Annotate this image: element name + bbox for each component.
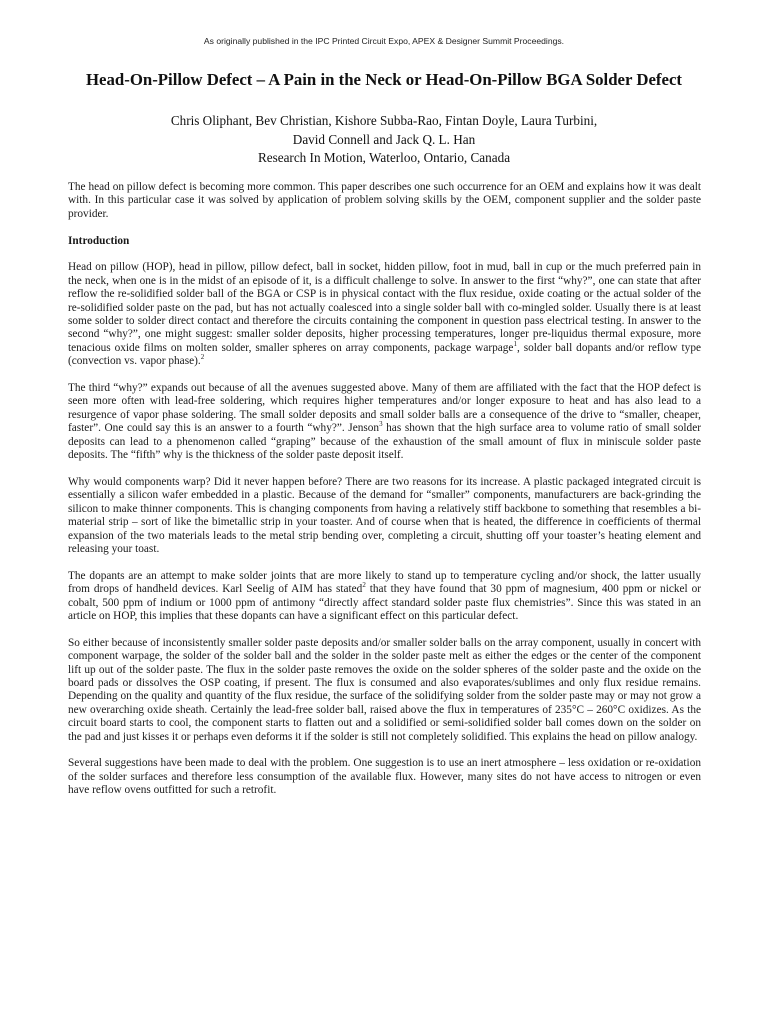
publication-note: As originally published in the IPC Printed Circuit Expo, APEX & Designer Summit Proceedings. — [203, 36, 565, 46]
footnote-ref: 2 — [200, 353, 205, 362]
intro-p1-text-b: , solder ball dopants and/or reflow type (convection vs. vapor phase). — [68, 341, 701, 368]
intro-p1-text-a: Head on pillow (HOP), head in pillow, pillow defect, ball in socket, hidden pillow, foot in mud, ball in cup or the much preferred pain in the neck, when one is in the midst of an episode of it, is a difficult challenge to solve. In answer to the first “why?”, one can state that after reflow the re-solidified solder ball of the BGA or CSP is in physical contact with the flux residue, oxide coating or the actual solder of the re-solidified solder paste on the pad, but has not actually coalesced into a single solder ball with co-mingled solder. Usually there is at least some solder to solder direct contact and therefore the circuits containing the component in question pass electrical testing. In answer to the second “why?”, one might suggest: smaller solder deposits, higher processing temperatures, longer pre-liquidus thermal exposure, more tenacious oxide films on molten solder, smaller spheres on array components, package warpage — [68, 261, 701, 354]
paper-title: Head-On-Pillow Defect – A Pain in the Neck or Head-On-Pillow BGA Solder Defect — [86, 70, 682, 89]
footnote-ref: 1 — [513, 340, 517, 349]
intro-paragraph-4 — [68, 570, 701, 624]
body-text — [68, 181, 701, 811]
intro-p4-text-b: that they have found that 30 ppm of magnesium, 400 ppm or nickel or cobalt, 500 ppm of indium or 1000 ppm of antimony “directly affect standard solder paste flux chemistries”. Since this was stated in an article on HOP, this implies that these dopants can have a significant effect on this particular defect. — [68, 583, 702, 622]
intro-paragraph-3: Why would components warp? Did it never happen before? There are two reasons for its increase. A plastic packaged integrated circuit is essentially a silicon wafer embedded in a plastic. Because of the demand for “smaller” components, manufacturers are back-grinding the silicon to make thinner components. This is changing components from having a relatively stiff backbone to something that resembles a bi-material strip – sort of like the bimetallic strip in your toaster. And of course when that is heated, the difference in coefficients of thermal expansion of the two materials leads to the metal strip bending over, completing a circuit, shutting off your toaster’s heating element and releasing your toast. — [68, 475, 701, 555]
authors-line-1: Chris Oliphant, Bev Christian, Kishore Subba-Rao, Fintan Doyle, Laura Turbini, — [170, 113, 598, 128]
section-heading-introduction: Introduction — [68, 234, 130, 247]
intro-paragraph-1 — [68, 261, 701, 368]
author-block — [40, 112, 728, 168]
intro-p4-text-a: The dopants are an attempt to make solder joints that are more likely to stand up to temperature cycling and/or shock, the latter usually from drops of handheld devices. Karl Seelig of AIM has stated — [68, 569, 701, 596]
authors-line-2: David Connell and Jack Q. L. Han — [292, 131, 476, 147]
intro-p2-text-a: The third “why?” expands out because of all the avenues suggested above. Many of them are affiliated with the fact that the HOP defect is seen more often with lead-free soldering, which requires higher temperatures and/or longer exposure to heat and has also lead to a resurgence of vapor phase soldering. The small solder deposits and small solder balls are a consequence of the drive to “smaller, cheaper, faster”. One could say this is an answer to a fourth “why?”. Jenson — [68, 382, 701, 435]
abstract-paragraph: The head on pillow defect is becoming more common. This paper describes one such occurrence for an OEM and explains how it was dealt with. In this particular case it was solved by application of problem solving skills by the OEM, component supplier and the solder paste provider. — [68, 181, 701, 220]
intro-paragraph-2 — [68, 382, 701, 462]
affiliation: Research In Motion, Waterloo, Ontario, Canada — [257, 150, 511, 165]
footnote-ref: 2 — [362, 581, 366, 590]
intro-paragraph-6: Several suggestions have been made to deal with the problem. One suggestion is to use an inert atmosphere – less oxidation or re-oxidation of the solder surfaces and therefore less consumption of the available flux. However, many sites do not have access to nitrogen or even have reflow ovens outfitted for such a retrofit. — [68, 757, 701, 797]
intro-paragraph-5: So either because of inconsistently smaller solder paste deposits and/or smaller solder balls on the array component, usually in concert with component warpage, the solder of the solder ball and the solder in the solder paste melt as either the edges or the center of the component lift up out of the solder paste. The flux in the solder paste removes the oxide on the solder spheres of the solder paste and the oxide on the board pads or dissolves the OSP coating, if present. The flux is consumed and also evaporates/sublimes and only flux residue remains. Depending on the quality and quantity of the flux residue, the surface of the solidifying solder from the solder paste may or may not grow a new overarching oxide sheath. Certainly the lead-free solder ball, raised above the flux in temperatures of 235°C – 260°C oxidizes. As the circuit board starts to cool, the component starts to flatten out and a solidified or semi-solidified solder ball comes down on the solder on the pad and just kisses it or perhaps even deforms it if the solder is still not completely solidified. This explains the head on pillow analogy. — [68, 636, 701, 743]
footnote-ref: 3 — [379, 420, 383, 429]
intro-p2-text-b: has shown that the high surface area to volume ratio of small solder deposits can lead to a phenomenon called “graping” because of the exhaustion of the small amount of flux in miniscule solder paste deposits. The “fifth” why is the thickness of the solder paste deposit itself. — [68, 422, 701, 462]
